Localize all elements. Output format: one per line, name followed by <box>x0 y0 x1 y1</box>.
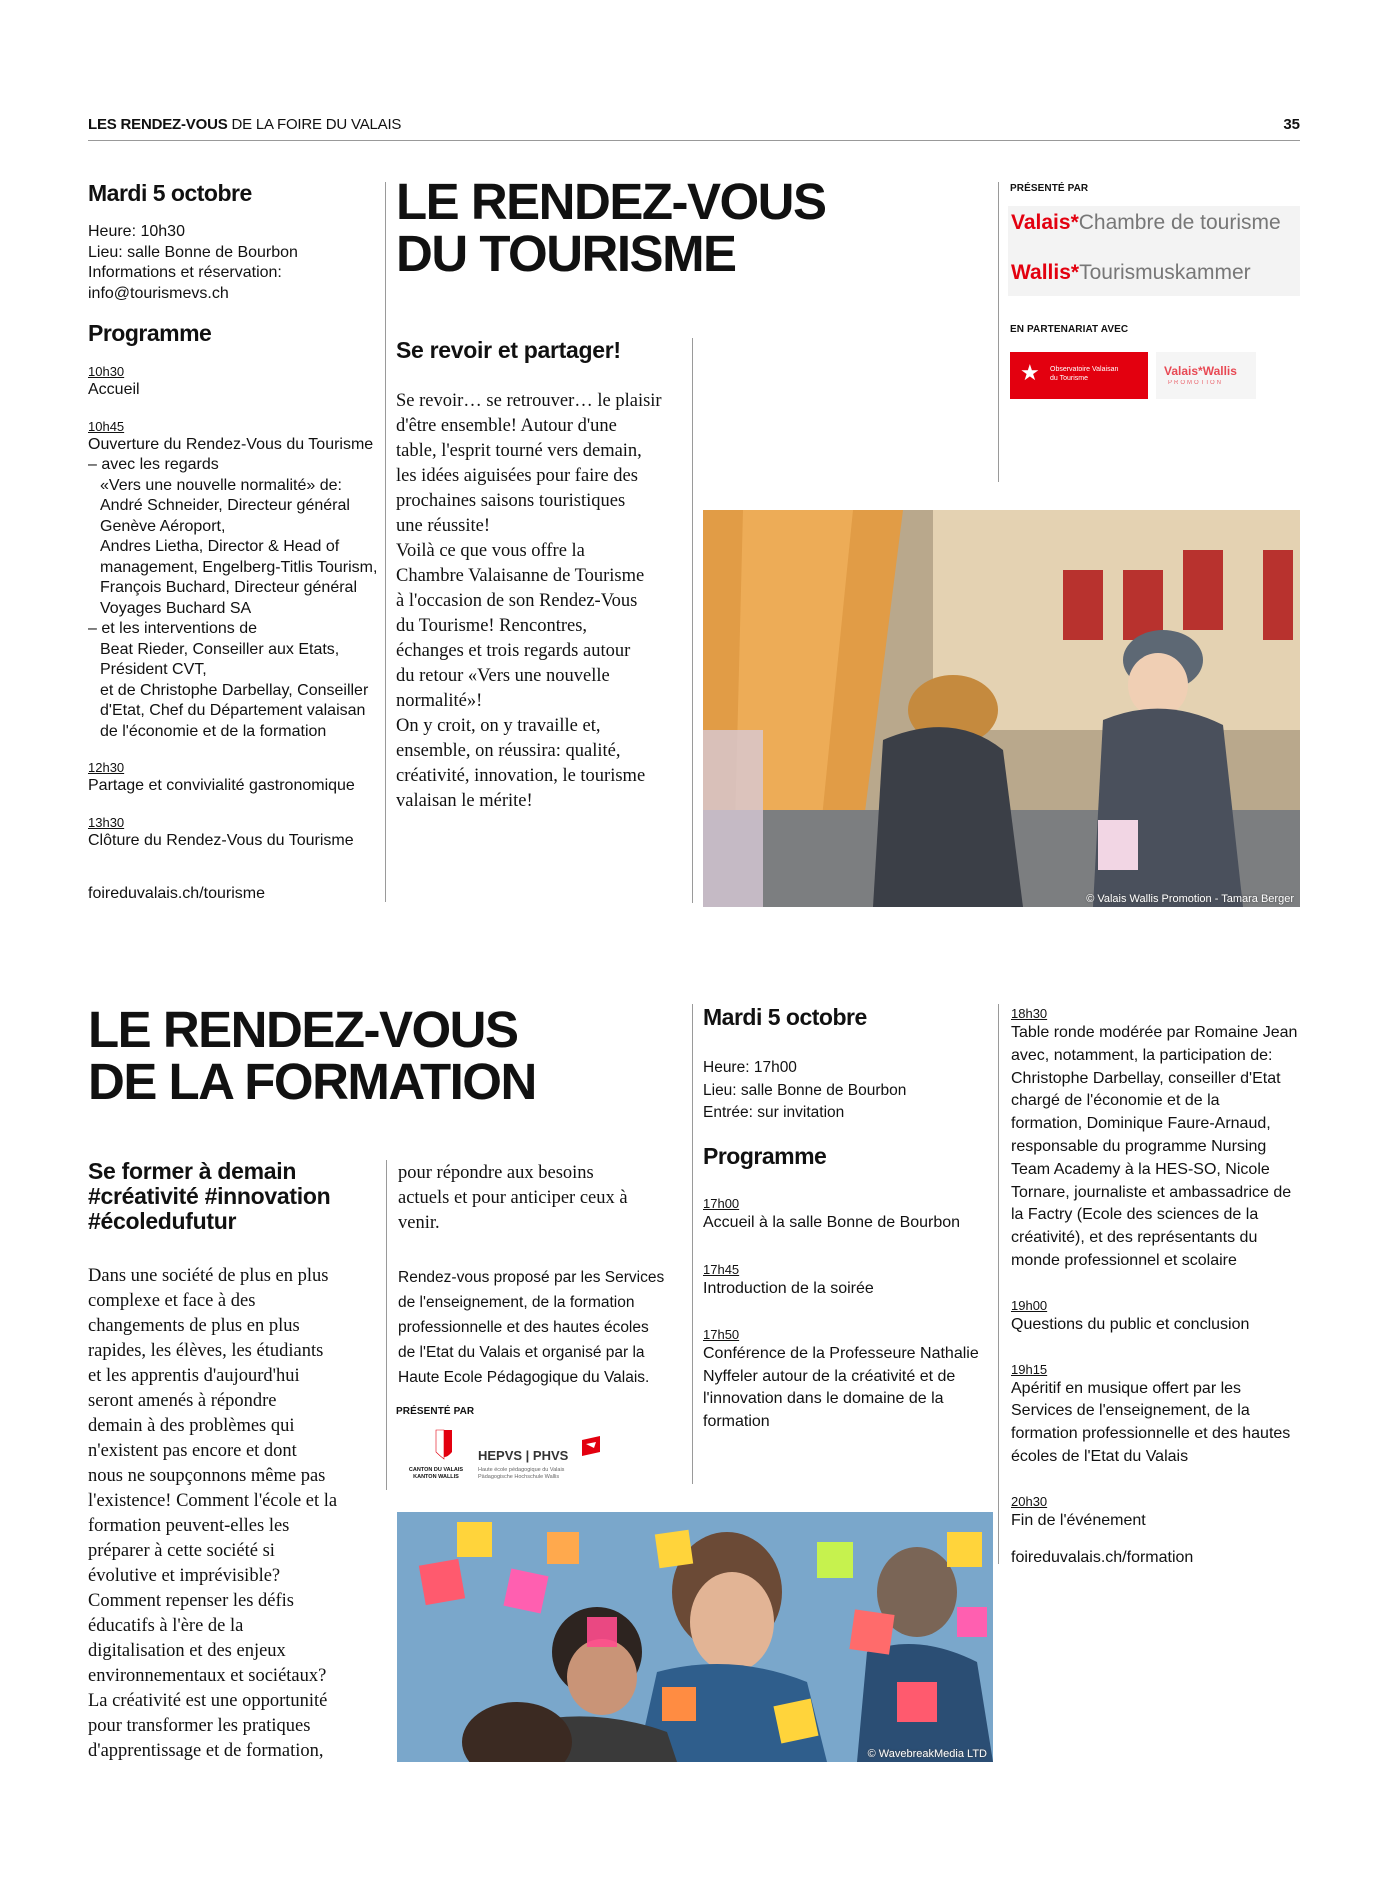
logo-text: HEPVS | PHVS <box>478 1448 569 1463</box>
program-desc: la Factry (Ecole des sciences de la <box>1011 1206 1259 1224</box>
column-divider <box>692 1004 693 1484</box>
observatoire-logo <box>1010 352 1148 399</box>
program-time: 10h30 <box>88 364 125 379</box>
body-line: du retour «Vers une nouvelle <box>396 666 610 686</box>
formation-info-venue: Lieu: salle Bonne de Bourbon <box>703 1081 907 1099</box>
formation-info <box>703 1057 906 1125</box>
body-line: environnementaux et sociétaux? <box>88 1666 327 1686</box>
page-number: 35 <box>1283 116 1300 133</box>
program-desc: Voyages Buchard SA <box>100 599 252 617</box>
logo-text: Chambre de tourisme <box>1078 211 1281 234</box>
note-line: Haute Ecole Pédagogique du Valais. <box>398 1369 650 1386</box>
program-desc: Nyffeler autour de la créativité et de <box>703 1367 956 1385</box>
program-desc: Accueil à la salle Bonne de Bourbon <box>703 1214 961 1231</box>
hep-flag-icon <box>580 1436 602 1458</box>
formation-body-col2 <box>398 1161 688 1236</box>
canton-shield-icon <box>434 1428 454 1464</box>
program-desc: de l'économie et de la formation <box>100 722 327 740</box>
program-desc: monde professionnel et scolaire <box>1011 1251 1237 1269</box>
canton-logo-text <box>396 1467 476 1481</box>
hepvs-logo <box>478 1436 608 1486</box>
star-icon: * <box>1070 261 1080 284</box>
program-desc: – et les interventions de <box>88 620 257 637</box>
program-time: 12h30 <box>88 760 125 775</box>
program-desc: Clôture du Rendez-Vous du Tourisme <box>88 831 354 849</box>
tourism-info-venue: Lieu: salle Bonne de Bourbon <box>88 243 298 261</box>
program-desc: Président CVT, <box>100 661 207 678</box>
logo-text: Haute école pédagogique du Valais <box>478 1467 565 1473</box>
logo-text: Wallis <box>1202 364 1237 378</box>
note-line: professionnelle et des hautes écoles <box>398 1319 649 1336</box>
program-desc: avec, notamment, la participation de: <box>1011 1046 1273 1064</box>
body-line: pour transformer les pratiques <box>88 1716 311 1736</box>
program-desc: Tornare, journaliste et ambassadrice de <box>1011 1183 1292 1201</box>
formation-title-line2: DE LA FORMATION <box>88 1053 536 1110</box>
program-desc: Partage et convivialité gastronomique <box>88 777 355 794</box>
tourism-title-line1: LE RENDEZ-VOUS <box>396 173 826 230</box>
tourism-subheading: Se revoir et partager! <box>396 337 621 363</box>
column-divider <box>386 1160 387 1490</box>
star-icon: * <box>1198 364 1203 378</box>
program-time: 13h30 <box>88 814 125 830</box>
program-desc: Table ronde modérée par Romaine Jean <box>1011 1024 1298 1041</box>
logo-text: Wallis <box>1011 261 1071 284</box>
program-desc: Ouverture du Rendez-Vous du Tourisme <box>88 435 374 453</box>
body-line: nous ne soupçonnons même pas <box>88 1466 326 1486</box>
body-line: créativité, innovation, le tourisme <box>396 766 646 786</box>
formation-photo <box>397 1512 993 1762</box>
canton-valais-logo <box>396 1428 476 1488</box>
column-divider <box>385 182 386 902</box>
body-line: préparer à cette société si <box>88 1541 275 1561</box>
formation-date: Mardi 5 octobre <box>703 1004 867 1030</box>
tourism-body <box>396 389 686 814</box>
formation-info-entry: Entrée: sur invitation <box>703 1104 845 1121</box>
program-desc: management, Engelberg-Titlis Tourism, <box>100 558 378 576</box>
formation-subheading <box>88 1159 330 1234</box>
tourism-title <box>396 173 826 282</box>
formation-programme-right <box>1011 994 1300 1569</box>
logo-text: Observatoire Valaisan <box>1050 366 1119 373</box>
body-line: échanges et trois regards autour <box>396 641 631 661</box>
body-line: demain à des problèmes qui <box>88 1416 295 1436</box>
program-desc: l'innovation dans le domaine de la <box>703 1390 944 1407</box>
chambre-tourisme-logo <box>1008 206 1300 296</box>
program-desc: Andres Lietha, Director & Head of <box>100 538 340 555</box>
body-line: à l'occasion de son Rendez-Vous <box>396 591 638 611</box>
tourism-photo-credit: © Valais Wallis Promotion - Tamara Berger <box>1086 893 1294 905</box>
tourism-info-reservation: Informations et réservation: <box>88 264 282 281</box>
star-icon: ★ <box>1020 360 1040 385</box>
body-line: valaisan le mérite! <box>396 791 533 811</box>
subheading-line: Se former à demain <box>88 1158 297 1184</box>
program-desc: responsable du programme Nursing <box>1011 1137 1267 1155</box>
logo-text <box>1164 364 1237 378</box>
logo-text: Pädagogische Hochschule Wallis <box>478 1474 560 1480</box>
program-desc: Conférence de la Professeure Nathalie <box>703 1345 979 1362</box>
tourism-date: Mardi 5 octobre <box>88 180 252 206</box>
program-desc: François Buchard, Directeur général <box>100 579 358 596</box>
program-time: 18h30 <box>1011 1006 1048 1021</box>
body-line: complexe et face à des <box>88 1291 256 1311</box>
program-time: 19h15 <box>1011 1361 1048 1377</box>
program-desc: formation, Dominique Faure-Arnaud, <box>1011 1115 1271 1133</box>
body-line: Comment repenser les défis <box>88 1591 295 1611</box>
tourism-programme <box>88 346 378 851</box>
body-line: La créativité est une opportunité <box>88 1691 328 1711</box>
body-line: du Tourisme! Rencontres, <box>396 616 588 636</box>
program-desc: d'Etat, Chef du Département valaisan <box>100 702 366 719</box>
body-line: Chambre Valaisanne de Tourisme <box>396 566 645 586</box>
tourism-photo-illustration <box>703 510 1300 907</box>
tourism-presented-by: PRÉSENTÉ PAR <box>1010 183 1089 194</box>
formation-body-col1 <box>88 1264 388 1764</box>
body-line: formation peuvent-elles les <box>88 1516 290 1536</box>
tourism-programme-heading: Programme <box>88 320 212 346</box>
header-rule <box>88 140 1300 141</box>
body-line: Dans une société de plus en plus <box>88 1266 329 1286</box>
body-line: Se revoir… se retrouver… le plaisir <box>396 391 662 411</box>
formation-organizer-note <box>398 1265 688 1390</box>
column-divider <box>692 338 693 903</box>
body-line: On y croit, on y travaille et, <box>396 716 601 736</box>
logo-text: CANTON DU VALAIS <box>408 1467 464 1473</box>
body-line: éducatifs à l'ère de la <box>88 1616 244 1636</box>
formation-programme-left <box>703 1183 993 1433</box>
column-divider <box>998 182 999 482</box>
program-desc: Services de l'enseignement, de la <box>1011 1402 1250 1420</box>
body-line: changements de plus en plus <box>88 1316 300 1336</box>
formation-presented-by: PRÉSENTÉ PAR <box>396 1406 475 1417</box>
program-desc: Questions du public et conclusion <box>1011 1315 1250 1333</box>
body-line: ensemble, on réussira: qualité, <box>396 741 621 761</box>
program-desc: formation <box>703 1412 770 1430</box>
tourism-photo <box>703 510 1300 907</box>
logo-line-wallis <box>1011 261 1251 285</box>
body-line: pour répondre aux besoins <box>398 1163 594 1183</box>
body-line: les idées aiguisées pour faire des <box>396 466 638 486</box>
program-time: 17h45 <box>703 1261 740 1277</box>
body-line: seront amenés à répondre <box>88 1391 277 1411</box>
logo-text: Tourismuskammer <box>1079 261 1251 284</box>
subheading-line: #créativité #innovation <box>88 1183 331 1209</box>
program-desc: Beat Rieder, Conseiller aux Etats, <box>100 640 340 658</box>
program-desc: et de Christophe Darbellay, Conseiller <box>100 681 369 699</box>
program-time: 19h00 <box>1011 1297 1048 1313</box>
tourism-info <box>88 222 298 304</box>
formation-title-line1: LE RENDEZ-VOUS <box>88 1001 518 1058</box>
logo-text: KANTON WALLIS <box>413 1474 459 1480</box>
program-desc: «Vers une nouvelle normalité» de: <box>100 476 342 494</box>
body-line: l'existence! Comment l'école et la <box>88 1491 338 1511</box>
tourism-link[interactable]: foireduvalais.ch/tourisme <box>88 885 265 902</box>
body-line: d'être ensemble! Autour d'une <box>396 416 617 436</box>
program-desc: Genève Aéroport, <box>100 517 226 535</box>
body-line: d'apprentissage et de formation, <box>88 1741 324 1761</box>
body-line: prochaines saisons touristiques <box>396 491 626 511</box>
program-desc: Introduction de la soirée <box>703 1279 874 1297</box>
program-desc: chargé de l'économie et de la <box>1011 1092 1220 1110</box>
body-line: évolutive et imprévisible? <box>88 1566 281 1586</box>
program-desc: – avec les regards <box>88 456 219 473</box>
logo-line-valais <box>1011 211 1281 235</box>
logo-text: Valais <box>1164 364 1199 378</box>
body-line: n'existent pas encore et dont <box>88 1441 297 1461</box>
tourism-title-line2: DU TOURISME <box>396 225 736 282</box>
column-divider <box>998 1004 999 1564</box>
running-header-bold: LES RENDEZ-VOUS <box>88 116 228 133</box>
body-line: table, l'esprit tourné vers demain, <box>396 441 642 461</box>
body-line: normalité»! <box>396 691 483 711</box>
logo-text: Valais <box>1011 211 1071 234</box>
body-line: Voilà ce que vous offre la <box>396 541 585 561</box>
body-line: rapides, les élèves, les étudiants <box>88 1341 324 1361</box>
valais-wallis-promotion-logo <box>1156 352 1256 399</box>
program-time: 10h45 <box>88 418 125 434</box>
body-line: actuels et pour anticiper ceux à <box>398 1188 628 1208</box>
body-line: et les apprentis d'aujourd'hui <box>88 1366 300 1386</box>
subheading-line: #écoledufutur <box>88 1208 237 1234</box>
program-desc: formation professionnelle et des hautes <box>1011 1425 1291 1443</box>
body-line: digitalisation et des enjeux <box>88 1641 286 1661</box>
hep-logo-subtext <box>478 1467 564 1481</box>
formation-programme-heading: Programme <box>703 1143 827 1169</box>
running-header-rest: DE LA FOIRE DU VALAIS <box>227 116 402 133</box>
logo-text: du Tourisme <box>1050 375 1089 382</box>
tourism-info-email[interactable]: info@tourismevs.ch <box>88 284 229 302</box>
body-line: une réussite! <box>396 516 491 536</box>
logo-text: PROMOTION <box>1168 380 1223 386</box>
tourism-info-time: Heure: 10h30 <box>88 223 185 240</box>
formation-info-time: Heure: 17h00 <box>703 1059 797 1076</box>
running-header <box>88 116 401 133</box>
star-icon: * <box>1070 211 1079 234</box>
body-line: venir. <box>398 1213 440 1233</box>
note-line: de l'enseignement, de la formation <box>398 1294 635 1311</box>
program-desc: Accueil <box>88 381 140 398</box>
program-time: 20h30 <box>1011 1493 1048 1509</box>
note-line: de l'Etat du Valais et organisé par la <box>398 1344 645 1361</box>
program-desc: écoles de l'Etat du Valais <box>1011 1447 1189 1465</box>
program-desc: Fin de l'événement <box>1011 1511 1146 1529</box>
program-desc: Apéritif en musique offert par les <box>1011 1379 1242 1397</box>
tourism-partnership: EN PARTENARIAT AVEC <box>1010 324 1129 335</box>
program-desc: Team Academy à la HES-SO, Nicole <box>1011 1160 1270 1178</box>
formation-photo-illustration <box>397 1512 993 1762</box>
program-desc: créativité), et des représentants du <box>1011 1229 1258 1247</box>
formation-link[interactable]: foireduvalais.ch/formation <box>1011 1548 1194 1566</box>
observatoire-text <box>1050 365 1118 383</box>
note-line: Rendez-vous proposé par les Services <box>398 1269 665 1286</box>
program-desc: André Schneider, Directeur général <box>100 497 350 514</box>
formation-title <box>88 1001 536 1110</box>
program-desc: Christophe Darbellay, conseiller d'Etat <box>1011 1069 1281 1087</box>
formation-photo-credit: © WavebreakMedia LTD <box>867 1748 987 1760</box>
program-time: 17h50 <box>703 1327 740 1342</box>
program-time: 17h00 <box>703 1196 740 1211</box>
